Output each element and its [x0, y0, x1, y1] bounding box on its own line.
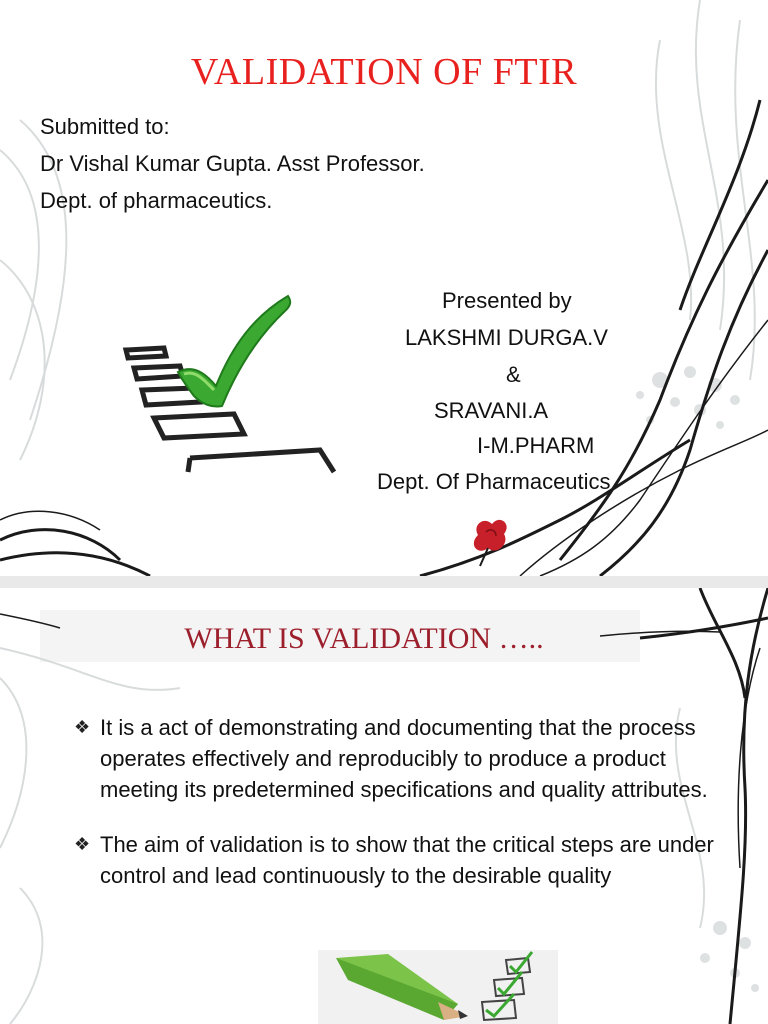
presented-label: Presented by	[442, 288, 572, 313]
list-item	[74, 712, 734, 805]
ampersand: &	[506, 362, 521, 387]
slide-title: VALIDATION OF FTIR	[190, 51, 578, 93]
bullet-text: It is a act of demonstrating and documenting that the process operates effectively and reproducibly to produce a product meeting its predetermined specifications and quality attributes.	[100, 715, 708, 802]
diamond-bullet-icon: ❖	[74, 717, 91, 737]
bullet-list	[74, 712, 734, 915]
list-item	[74, 829, 734, 891]
pencil-checklist-icon	[318, 950, 558, 1024]
presenter-dept: Dept. Of Pharmaceutics	[377, 469, 611, 494]
presenter-2: SRAVANI.A	[434, 398, 549, 423]
slide-title: WHAT IS VALIDATION …..	[184, 622, 544, 655]
submitted-label: Submitted to:	[40, 114, 170, 139]
course: I-M.PHARM	[477, 433, 595, 458]
presenter-1: LAKSHMI DURGA.V	[405, 325, 608, 350]
diamond-bullet-icon: ❖	[74, 834, 91, 854]
bullet-text: The aim of validation is to show that the critical steps are under control and lead continuously to the desirable quality	[100, 832, 714, 888]
checklist-checkmark-icon	[84, 276, 344, 476]
slide-2	[0, 588, 768, 1024]
rose-icon	[474, 520, 507, 566]
submitted-to-block	[40, 108, 425, 219]
submitted-name: Dr Vishal Kumar Gupta. Asst Professor.	[40, 151, 425, 176]
submitted-dept: Dept. of pharmaceutics.	[40, 188, 273, 213]
